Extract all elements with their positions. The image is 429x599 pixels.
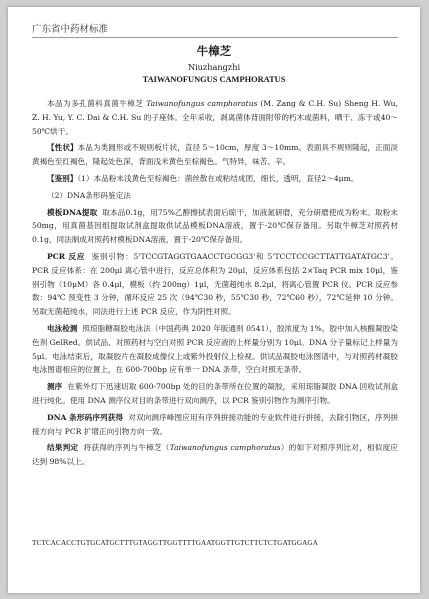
sequencing-text: 在紫外灯下迅速切取 600-700bp 处的目的条带所在位置的凝胶，采用琼脂凝胶 DNA 回收试剂盒进行纯化。使用 DNA 测序仪对目的条带进行双向测序，以 PCR 鉴别引物作为测序引物。 bbox=[32, 382, 399, 405]
latin-name: TAIWANOFUNGUS CAMPHORATUS bbox=[142, 75, 286, 84]
pinyin-name: Niuzhangzhi bbox=[187, 62, 241, 72]
header-divider bbox=[32, 37, 398, 38]
intro-text-post: (M. Zang & C.H. Su) Sheng H. Wu, Z. H. Yu, Y. C. Dai & C.H. Su 的子座体。全年采收，剥离菌体背面附带的朽木或菌料，晒干、冻干或40～50℃烘干。 bbox=[32, 99, 398, 136]
intro-paragraph bbox=[32, 97, 398, 138]
dna-barcode-heading: （2）DNA条形码鉴定法 bbox=[47, 190, 131, 200]
identification-paragraph bbox=[32, 172, 398, 186]
sequence-obtain-label: DNA 条形码序列获得 bbox=[47, 412, 124, 422]
electrophoresis-text: 照琼脂糖凝胶电泳法（中国药典 2020 年版通则 0541），胶浓度为 1%，胶中加入核酸凝胶染色剂 GelRed。供试品、对照药材与空白对照 PCR 反应液的上样量分别为 10μl。DNA 分子量标记上样量为 5μl。电泳结束后，取凝胶片在凝胶成像仪上或紫外投射仪上检视。供试品凝胶电泳图谱中，与对照药材凝胶电泳图谱相应的位置上，在 600-700bp 应有单一 DNA 条带，空白对照无条带。 bbox=[32, 323, 398, 375]
sequence-obtain-text: 对双向测序峰图应用有序列拼接功能的专业软件进行拼接，去除引物区，序列拼接方向与 PCR 扩增正向引物方向一致。 bbox=[32, 412, 399, 436]
sequencing-label: 测序 bbox=[47, 382, 63, 392]
pcr-text: 鉴别引物：5'TCCGTAGGTGAACCTGCGG3'和 5'TCCTCCGCTTATTGATATGC3'。PCR 反应体系：在 200μl 离心管中进行，反应总体积为 20μl，反应体系包括 2×Taq PCR mix 10μl，鉴别引物（10μM）各 0.4μl，模板（约 200ng）1μl，无菌超纯水 8.2μl，将离心管置 PCR 仪。PCR 反应参数：94℃ 预变性 3 分钟，循环反应 25 次（94℃30 秒，55℃30 秒，72℃60 秒），72℃延伸 10 分钟。另取无菌超纯水，同法进行上述 PCR 反应，作为阴性对照。 bbox=[32, 251, 398, 317]
pcr-paragraph bbox=[32, 250, 398, 319]
document-page bbox=[8, 7, 420, 593]
identification-text: （1）本品粉末浅黄色至棕褐色：菌丝散在或粘结成团，细长，透明，直径2～4μm。 bbox=[77, 173, 359, 183]
description-text: 本品为类圆形或不规则板片状，直径 5～10cm，厚度 3～10mm。表面具不规则隆起，正面淡黄褐色至红褐色，隆起处色深，背面浅米黄色至棕褐色。气特异，味苦、辛。 bbox=[32, 143, 399, 167]
sequencing-paragraph bbox=[32, 380, 398, 408]
result-text-pre: 将获得的序列与牛樟芝（ bbox=[83, 443, 170, 453]
description-paragraph bbox=[32, 141, 398, 169]
monograph-body bbox=[32, 97, 398, 472]
pcr-label: PCR 反应 bbox=[47, 251, 86, 261]
monograph-title: 牛樟芝 bbox=[196, 44, 232, 58]
reference-sequence: TCTCACACCTGTGCATGCTTTGTAGGTTGGTTTTGAATGGTTGTCTTCTCTGATGGAGA bbox=[32, 539, 319, 547]
result-label: 结果判定 bbox=[47, 443, 79, 453]
electrophoresis-paragraph bbox=[32, 322, 398, 377]
intro-text-pre: 本品为多孔菌科真菌牛樟芝 bbox=[47, 99, 147, 108]
standard-header: 广东省中药材标准 bbox=[32, 24, 109, 35]
result-text-post: ）的如下对照序列比对，相似度应达到 98%以上。 bbox=[32, 443, 399, 467]
identification-label: 【鉴别】 bbox=[47, 173, 78, 183]
sequence-obtain-paragraph bbox=[32, 411, 398, 439]
dna-extraction-label: 模板DNA提取 bbox=[47, 207, 98, 217]
electrophoresis-label: 电泳检测 bbox=[47, 323, 78, 333]
result-paragraph bbox=[32, 441, 398, 469]
dna-extraction-paragraph bbox=[32, 206, 398, 247]
dna-extraction-text: 取本品0.1g，用75%乙醇擦拭表面后晾干，加液氮研磨，充分研磨使成为粉末。取粉末50mg，用真菌基因组提取试剂盒提取供试品模板DNA溶液，置于-20℃保存备用。另取牛樟芝对照药材0.1g，同法制成对照药材模板DNA溶液，置于-20℃保存备用。 bbox=[32, 207, 399, 245]
description-label: 【性状】 bbox=[47, 143, 78, 153]
result-species-name: Taiwanofungus camphoratus bbox=[169, 443, 281, 453]
intro-species-name: Taiwanofungus camphoratus bbox=[146, 99, 258, 108]
